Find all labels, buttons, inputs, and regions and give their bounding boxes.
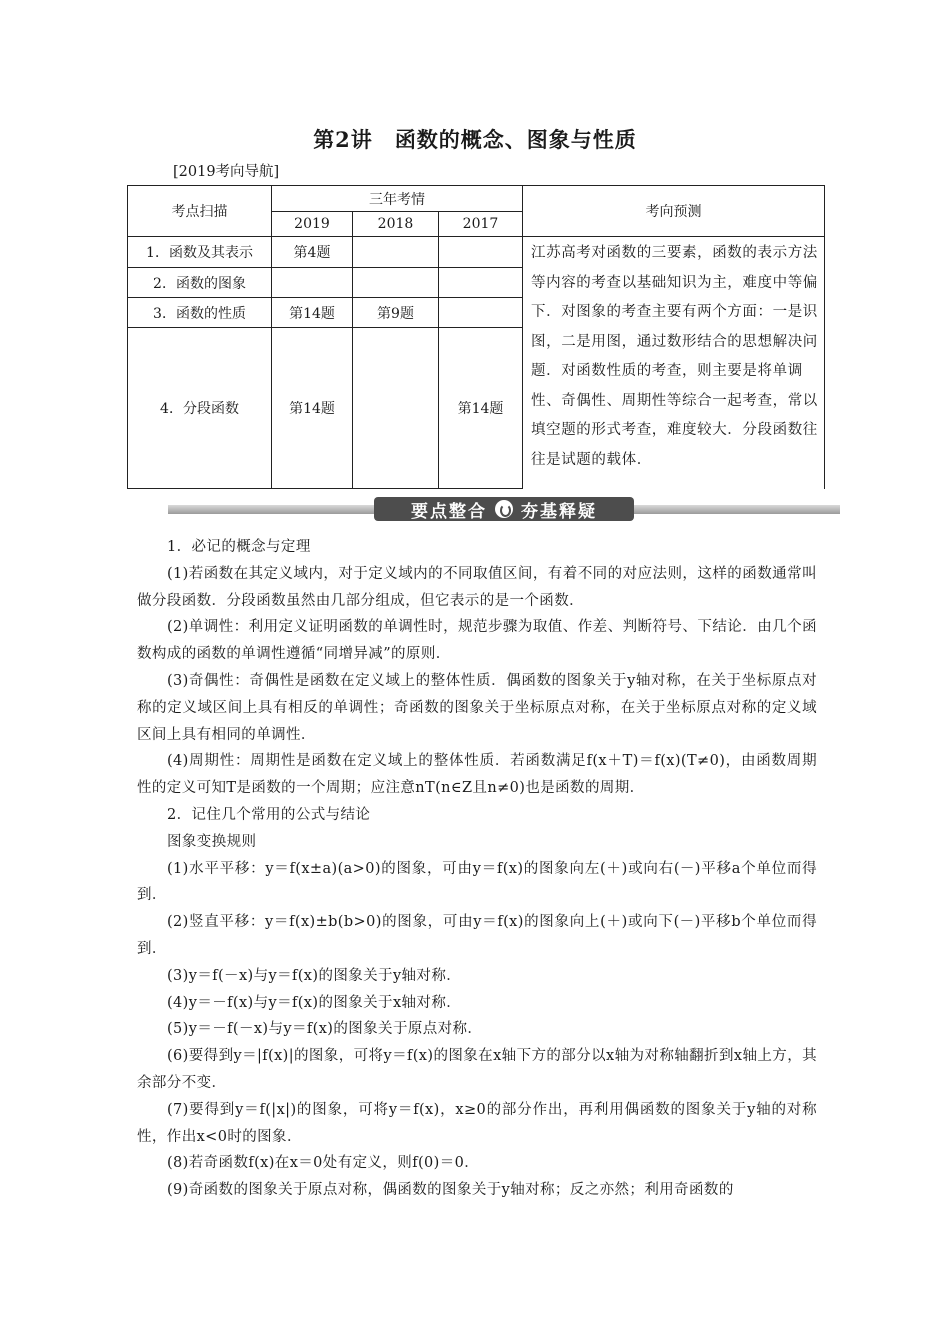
year-2017: 2017 xyxy=(439,212,523,237)
paragraph: (2)竖直平移：y＝f(x)±b(b>0)的图象，可由y＝f(x)的图象向上(＋)或向下(－)平移b个单位而得到． xyxy=(137,914,817,957)
heading-1: 1．必记的概念与定理 xyxy=(167,539,311,555)
header-forecast: 考向预测 xyxy=(523,186,825,237)
exam-guide-table xyxy=(127,185,825,489)
lecture-number: 第2讲 xyxy=(313,127,373,152)
year-cell: 第9题 xyxy=(353,298,439,328)
topic-cell: 4．分段函数 xyxy=(128,328,272,489)
year-cell xyxy=(353,237,439,268)
paragraph: (2)单调性：利用定义证明函数的单调性时，规范步骤为取值、作差、判断符号、下结论．由几个函数构成的函数的单调性遵循“同增异减”的原则． xyxy=(137,619,817,663)
topic-cell: 2．函数的图象 xyxy=(128,268,272,298)
header-points: 考点扫描 xyxy=(128,186,272,237)
year-cell: 第14题 xyxy=(272,298,353,328)
paragraph: (7)要得到y＝f(|x|)的图象，可将y＝f(x)，x≥0的部分作出，再利用偶函数的图象关于y轴的对称性，作出x<0时的图象． xyxy=(137,1101,817,1145)
section-banner xyxy=(168,497,840,521)
paragraph: (1)若函数在其定义域内，对于定义域内的不同取值区间，有着不同的对应法则，这样的函数通常叫做分段函数．分段函数虽然由几部分组成，但它表示的是一个函数． xyxy=(137,565,817,609)
topic-cell: 3．函数的性质 xyxy=(128,298,272,328)
paragraph: (3)y＝f(－x)与y＝f(x)的图象关于y轴对称． xyxy=(167,967,462,984)
lecture-title: 函数的概念、图象与性质 xyxy=(394,127,637,152)
heading-2: 2．记住几个常用的公式与结论 xyxy=(167,806,371,823)
banner-right-text: 夯基释疑 xyxy=(521,501,597,522)
paragraph: (5)y＝－f(－x)与y＝f(x)的图象关于原点对称． xyxy=(167,1021,483,1038)
main-content xyxy=(137,534,817,1204)
year-cell xyxy=(439,298,523,328)
forecast-text: 江苏高考对函数的三要素，函数的表示方法等内容的考查以基础知识为主，难度中等偏下．对图象的考查主要有两个方面：一是识图，二是用图，通过数形结合的思想解决问题．对函数性质的考查，则主要是将单调性、奇偶性、周期性等综合一起考查，常以填空题的形式考查，难度较大．分段函数往往是试题的载体． xyxy=(523,237,825,489)
banner-left-text: 要点整合 xyxy=(411,501,487,522)
paragraph: (8)若奇函数f(x)在x＝0处有定义，则f(0)＝0． xyxy=(167,1155,480,1172)
year-cell xyxy=(272,268,353,298)
year-cell xyxy=(353,328,439,489)
header-years: 三年考情 xyxy=(272,186,523,212)
paragraph: (4)y＝－f(x)与y＝f(x)的图象关于x轴对称． xyxy=(167,994,462,1011)
year-cell xyxy=(353,268,439,298)
year-cell: 第4题 xyxy=(272,237,353,268)
banner-pill xyxy=(374,497,634,521)
year-cell: 第14题 xyxy=(439,328,523,489)
paragraph: (4)周期性：周期性是函数在定义域上的整体性质．若函数满足f(x＋T)＝f(x)(T≠0)，由函数周期性的定义可知T是函数的一个周期；应注意nT(n∈Z且n≠0)也是函数的周期． xyxy=(137,753,817,797)
year-cell xyxy=(439,237,523,268)
topic-cell: 1．函数及其表示 xyxy=(128,237,272,268)
logo-icon xyxy=(495,500,513,518)
subheading: 图象变换规则 xyxy=(167,833,257,850)
paragraph: (1)水平平移：y＝f(x±a)(a>0)的图象，可由y＝f(x)的图象向左(＋)或向右(－)平移a个单位而得到． xyxy=(137,860,817,904)
paragraph: (3)奇偶性：奇偶性是函数在定义域上的整体性质．偶函数的图象关于y轴对称，在关于坐标原点对称的定义域区间上具有相反的单调性；奇函数的图象关于坐标原点对称，在关于坐标原点对称的定义域区间上具有相同的单调性． xyxy=(137,672,817,743)
year-2018: 2018 xyxy=(353,212,439,237)
year-cell: 第14题 xyxy=(272,328,353,489)
section-label: [2019考向导航] xyxy=(173,164,280,180)
year-2019: 2019 xyxy=(272,212,353,237)
paragraph: (9)奇函数的图象关于原点对称，偶函数的图象关于y轴对称；反之亦然；利用奇函数的 xyxy=(167,1182,734,1199)
paragraph: (6)要得到y＝|f(x)|的图象，可将y＝f(x)的图象在x轴下方的部分以x轴为对称轴翻折到x轴上方，其余部分不变． xyxy=(137,1048,817,1091)
year-cell xyxy=(439,268,523,298)
page-title xyxy=(0,124,950,154)
